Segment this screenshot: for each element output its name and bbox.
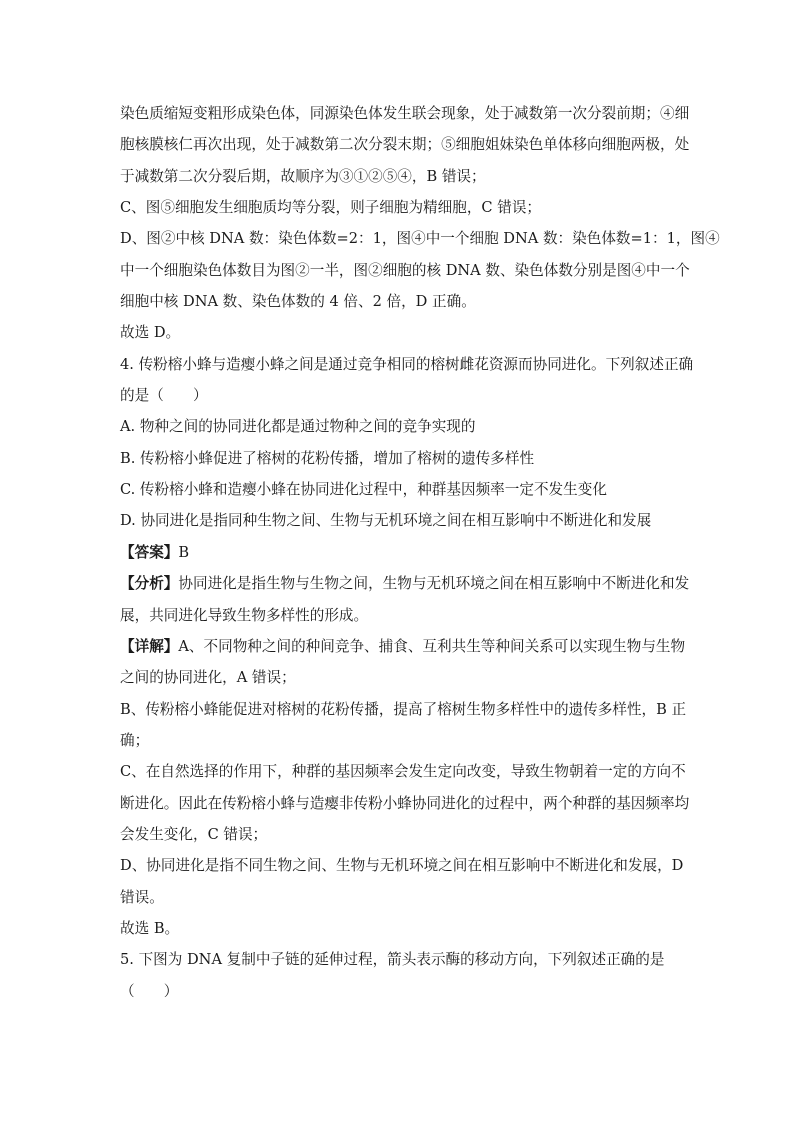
detail-label: 【详解】 — [120, 637, 179, 655]
text-line: 细胞中核 DNA 数、染色体数的 4 倍、2 倍，D 正确。 — [120, 293, 476, 311]
conclusion-line: 故选 D。 — [120, 324, 181, 342]
text-line: 染色质缩短变粗形成染色体，同源染色体发生联会现象，处于减数第一次分裂前期；④细 — [120, 105, 690, 122]
document-body — [120, 98, 720, 1007]
text-line: 错误。 — [120, 888, 164, 906]
question-4-stem-cont: 的是（ ） — [120, 387, 208, 405]
question-4-option-c: C. 传粉榕小蜂和造瘿小蜂在协同进化过程中，种群基因频率一定不发生变化 — [120, 481, 607, 499]
text-line: 确； — [120, 731, 150, 749]
question-5-stem-cont: （ ） — [120, 982, 179, 1000]
option-explanation-c: C、在自然选择的作用下，种群的基因频率会发生定向改变，导致生物朝着一定的方向不 — [120, 763, 686, 781]
question-5-stem: 5. 下图为 DNA 复制中子链的延伸过程，箭头表示酶的移动方向，下列叙述正确的是 — [120, 951, 665, 969]
option-explanation-b: B、传粉榕小蜂能促进对榕树的花粉传播，提高了榕树生物多样性中的遗传多样性，B 正 — [120, 700, 687, 718]
question-4-option-b: B. 传粉榕小蜂促进了榕树的花粉传播，增加了榕树的遗传多样性 — [120, 449, 535, 467]
analysis-label: 【分析】 — [120, 575, 179, 593]
option-explanation-d: D、图②中核 DNA 数：染色体数=2：1，图④中一个细胞 DNA 数：染色体数=1：1，图④ — [120, 230, 720, 248]
text-line: 于减数第二次分裂后期，故顺序为③①②⑤④，B 错误； — [120, 167, 486, 185]
analysis-line: 【分析】协同进化是指生物与生物之间，生物与无机环境之间在相互影响中不断进化和发 — [120, 575, 690, 593]
question-4-option-d: D. 协同进化是指同种生物之间、生物与无机环境之间在相互影响中不断进化和发展 — [120, 512, 652, 530]
text-line: 断进化。因此在传粉榕小蜂与造瘿非传粉小蜂协同进化的过程中，两个种群的基因频率均 — [120, 794, 690, 812]
option-explanation-d: D、协同进化是指不同生物之间、生物与无机环境之间在相互影响中不断进化和发展，D — [120, 857, 684, 875]
text-line: 胞核膜核仁再次出现，处于减数第二次分裂末期；⑤细胞姐妹染色单体移向细胞两极，处 — [120, 136, 690, 154]
detail-line: 【详解】A、不同物种之间的种间竞争、捕食、互利共生等种间关系可以实现生物与生物 — [120, 637, 686, 655]
text-line: 之间的协同进化，A 错误； — [120, 669, 296, 687]
text-line: 中一个细胞染色体数目为图②一半，图②细胞的核 DNA 数、染色体数分别是图④中一个 — [120, 261, 690, 279]
answer-line: 【答案】B — [120, 543, 190, 561]
question-4-stem: 4. 传粉榕小蜂与造瘿小蜂之间是通过竞争相同的榕树雌花资源而协同进化。下列叙述正确 — [120, 355, 694, 373]
option-explanation-c: C、图⑤细胞发生细胞质均等分裂，则子细胞为精细胞，C 错误； — [120, 199, 542, 217]
text-line: 展，共同进化导致生物多样性的形成。 — [120, 606, 369, 624]
text-line: 会发生变化，C 错误； — [120, 825, 268, 843]
answer-label: 【答案】 — [120, 543, 179, 561]
question-4-option-a: A. 物种之间的协同进化都是通过物种之间的竞争实现的 — [120, 418, 476, 436]
conclusion-line: 故选 B。 — [120, 919, 180, 937]
